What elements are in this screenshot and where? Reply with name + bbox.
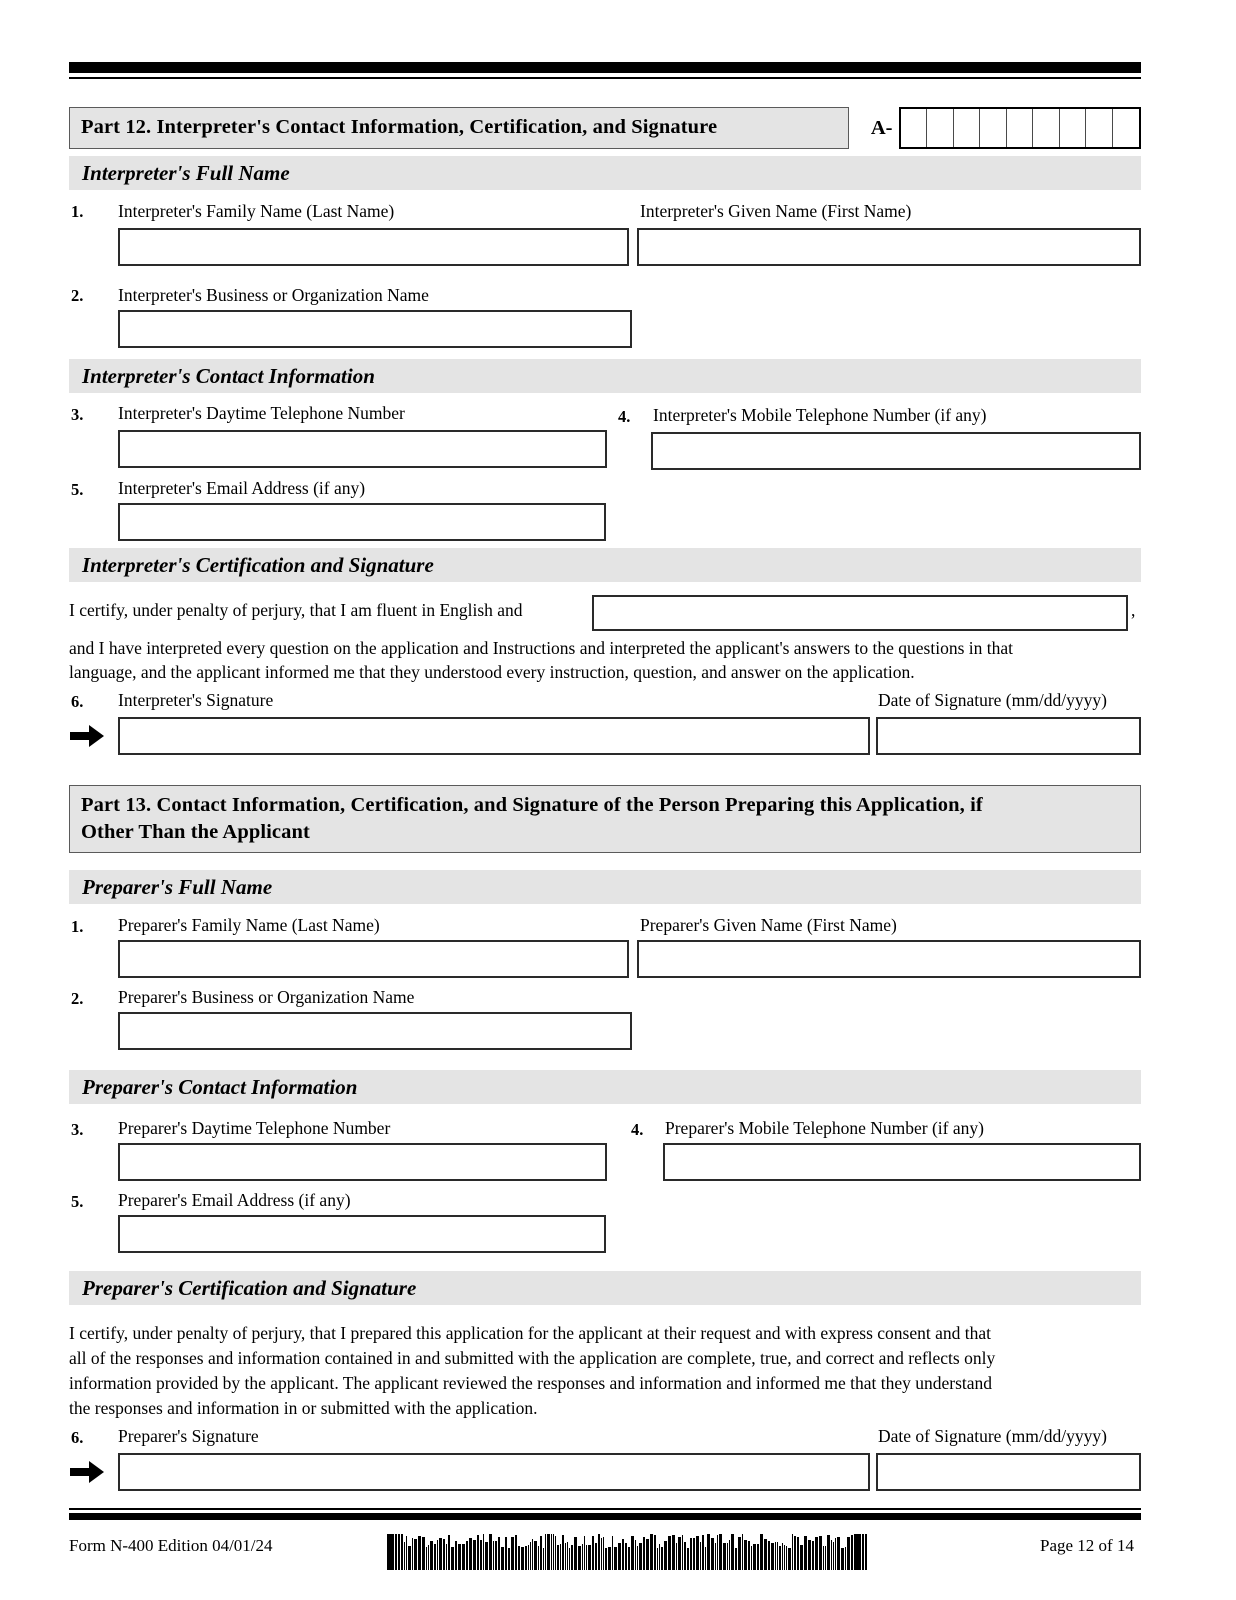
barcode-bar [571,1545,573,1570]
barcode-bar [426,1547,427,1570]
input-preparer-email[interactable] [118,1215,606,1253]
barcode-bar [664,1541,667,1570]
barcode-bar [757,1544,759,1570]
barcode-bar [439,1538,442,1570]
section-title-preparer-contact: Preparer's Contact Information [82,1075,358,1099]
top-rule-group [69,62,1141,79]
barcode-bar [588,1545,591,1570]
a-number-input-grid[interactable] [899,107,1142,149]
part-13-title-line2: Other Than the Applicant [81,821,310,844]
barcode-bar [582,1544,583,1570]
barcode-bar [654,1535,656,1570]
barcode-bar [628,1547,630,1570]
barcode-bar [418,1536,421,1570]
barcode-bar [823,1546,824,1570]
barcode-bar [797,1537,799,1570]
barcode-bar [398,1534,400,1570]
barcode-bar [723,1543,726,1570]
top-rule-thin [69,77,1141,79]
barcode-bar [837,1537,840,1570]
barcode-bar [473,1540,476,1570]
barcode-bar [525,1546,527,1570]
barcode-bar [608,1547,611,1570]
label-preparer-given-name: Preparer's Given Name (First Name) [640,915,897,935]
barcode-bar [771,1543,774,1570]
label-preparer-email: Preparer's Email Address (if any) [118,1190,351,1210]
barcode-bar [569,1548,570,1570]
barcode-bar [690,1538,692,1570]
barcode-bar [547,1534,550,1570]
barcode-bar [643,1537,645,1570]
barcode-bar [534,1541,537,1570]
interpreter-certification-lead: I certify, under penalty of perjury, that I am fluent in English and [69,600,523,620]
input-preparer-signature-date[interactable] [876,1453,1141,1491]
barcode-bar [731,1534,734,1570]
barcode-bar [562,1535,564,1570]
field-number-12-5: 5. [71,480,84,499]
barcode-bar [760,1534,763,1570]
barcode-bar [862,1534,864,1570]
barcode-bar [735,1548,737,1570]
footer-page-number: Page 12 of 14 [1040,1536,1134,1555]
input-preparer-mobile-phone[interactable] [663,1143,1141,1181]
barcode-bar [657,1548,658,1570]
barcode-bar [448,1535,450,1570]
barcode-bar [835,1538,836,1570]
field-number-12-2: 2. [71,286,84,305]
label-interpreter-email: Interpreter's Email Address (if any) [118,478,366,498]
label-preparer-signature: Preparer's Signature [118,1426,259,1446]
barcode-bar [865,1534,867,1570]
barcode-bar [639,1543,642,1570]
barcode-bar [428,1545,429,1570]
field-number-12-3: 3. [71,405,84,424]
barcode-bar [687,1548,689,1570]
label-preparer-family-name: Preparer's Family Name (Last Name) [118,915,380,935]
barcode-bar [753,1544,756,1570]
preparer-certification-line4: the responses and information in or submitted with the application. [69,1398,538,1418]
a-number-cell[interactable] [1060,109,1087,147]
barcode-bar [451,1547,454,1570]
bottom-rule-group [69,1508,1141,1520]
barcode-bar [462,1544,465,1570]
barcode-bar [530,1542,531,1570]
barcode-bar [485,1542,488,1570]
barcode-bar [540,1536,542,1570]
barcode-bar [469,1538,472,1570]
barcode-bar [505,1537,507,1570]
section-title-preparer-full-name: Preparer's Full Name [82,875,273,899]
barcode-bar [831,1540,832,1570]
input-interpreter-family-name[interactable] [118,228,629,266]
barcode-bar [557,1545,559,1570]
label-preparer-daytime-phone: Preparer's Daytime Telephone Number [118,1118,391,1138]
input-interpreter-daytime-phone[interactable] [118,430,607,468]
barcode-bar [794,1536,796,1570]
barcode-bar [719,1534,722,1570]
barcode-bar [446,1544,447,1570]
barcode-bar [532,1539,533,1570]
barcode-bar [603,1537,604,1570]
barcode-bar [782,1543,783,1570]
barcode-bar [637,1546,638,1570]
barcode-bar [845,1547,846,1570]
label-interpreter-signature-date: Date of Signature (mm/dd/yyyy) [878,690,1107,710]
barcode-bar [854,1534,861,1570]
barcode-bar [518,1546,520,1570]
barcode-bar [493,1541,494,1570]
barcode-bar [538,1546,539,1570]
a-number-cell[interactable] [901,109,928,147]
barcode-bar [430,1541,433,1570]
a-number-cell[interactable] [927,109,954,147]
a-number-cell[interactable] [1113,109,1140,147]
section-title-preparer-certification: Preparer's Certification and Signature [82,1276,417,1300]
input-preparer-family-name[interactable] [118,940,629,978]
input-preparer-business-name[interactable] [118,1012,632,1050]
input-interpreter-email[interactable] [118,503,606,541]
field-number-12-1: 1. [71,202,84,221]
field-number-13-2: 2. [71,989,84,1008]
barcode-bar [786,1546,787,1570]
barcode-bar [684,1542,686,1570]
barcode-bar [668,1536,671,1570]
barcode-bar [574,1537,577,1570]
bottom-rule-thick [69,1513,1141,1520]
barcode-bar [458,1544,461,1570]
barcode-bar [578,1546,581,1570]
a-number-cell[interactable] [954,109,981,147]
interpreter-certification-comma: , [1131,600,1136,620]
barcode-bar [483,1534,484,1570]
part-12-title: Part 12. Interpreter's Contact Information, Certification, and Signature [69,107,849,149]
preparer-certification-line1: I certify, under penalty of perjury, that I prepared this application for the applicant at their request and with express consent and that [69,1323,991,1343]
section-band-interpreter-certification [69,548,1141,582]
barcode-bar [618,1543,621,1570]
barcode-bar [847,1537,850,1570]
barcode-bar [387,1534,394,1570]
barcode-bar [702,1535,704,1570]
barcode-bar [742,1534,743,1570]
barcode-bar [748,1541,750,1570]
barcode-bar [480,1540,482,1570]
section-band-interpreter-full-name [69,156,1141,190]
barcode-bar [551,1534,552,1570]
barcode-bar [455,1541,457,1570]
barcode-bar [560,1544,561,1570]
label-interpreter-family-name: Interpreter's Family Name (Last Name) [118,201,395,221]
barcode-bar [676,1543,677,1570]
barcode-bar [622,1539,624,1570]
a-number-cell[interactable] [980,109,1007,147]
input-interpreter-signature-date[interactable] [876,717,1141,755]
barcode-bar [775,1542,776,1570]
field-number-13-1: 1. [71,917,84,936]
top-rule-thick [69,62,1141,73]
input-preparer-signature[interactable] [118,1453,870,1491]
barcode-bar [717,1535,718,1570]
barcode-bar [555,1536,556,1570]
label-preparer-signature-date: Date of Signature (mm/dd/yyyy) [878,1426,1107,1446]
barcode-bar [650,1534,653,1570]
barcode-bar [800,1545,803,1570]
barcode-bar [751,1546,752,1570]
part-12-header-row [69,107,1141,149]
signature-arrow-icon [70,1459,104,1485]
barcode-bar [592,1536,594,1570]
barcode-bar [404,1542,405,1570]
barcode-bar [678,1537,681,1570]
barcode-bar [635,1540,636,1570]
barcode-bar [808,1540,811,1570]
barcode-bar [784,1545,785,1570]
section-band-preparer-certification [69,1271,1141,1305]
barcode-bar [696,1536,699,1570]
field-number-13-3: 3. [71,1120,84,1139]
barcode-bar [466,1541,468,1570]
input-preparer-given-name[interactable] [637,940,1141,978]
barcode-bar [631,1536,634,1570]
barcode-bar [833,1542,834,1570]
barcode-bar [515,1535,517,1570]
barcode-bar [744,1540,747,1570]
barcode-bar [553,1534,554,1570]
preparer-certification-line2: all of the responses and information contained in and submitted with the application are complete, true, and correct and reflects only [69,1348,996,1368]
field-number-13-4: 4. [631,1120,644,1139]
barcode-bar [586,1545,587,1570]
barcode-bar [661,1547,663,1570]
barcode-bar [738,1537,741,1570]
barcode-bar [841,1548,844,1570]
a-number-group [871,107,1141,149]
barcode-bar [792,1534,793,1570]
barcode-bar [825,1546,826,1570]
label-interpreter-business-name: Interpreter's Business or Organization Name [118,285,429,305]
pdf417-barcode [387,1534,868,1570]
barcode-bar [779,1546,781,1570]
signature-arrow-icon [70,723,104,749]
barcode-bar [819,1536,822,1570]
barcode-bar [659,1544,660,1570]
barcode-bar [414,1539,417,1570]
label-interpreter-mobile-phone: Interpreter's Mobile Telephone Number (if any) [653,405,987,425]
section-title-interpreter-certification: Interpreter's Certification and Signature [82,553,434,577]
barcode-bar [601,1538,602,1570]
part-13-header-row [69,785,1141,853]
barcode-bar [672,1535,675,1570]
barcode-bar [700,1542,701,1570]
label-preparer-business-name: Preparer's Business or Organization Name [118,987,415,1007]
input-interpreter-business-name[interactable] [118,310,632,348]
barcode-bar [437,1540,438,1570]
input-interpreter-language[interactable] [592,595,1128,631]
label-interpreter-given-name: Interpreter's Given Name (First Name) [640,201,912,221]
a-number-prefix-label: A- [870,116,893,139]
barcode-bar [489,1534,492,1570]
section-title-interpreter-full-name: Interpreter's Full Name [82,161,290,185]
barcode-bar [567,1542,568,1570]
a-number-cell[interactable] [1086,109,1113,147]
label-interpreter-daytime-phone: Interpreter's Daytime Telephone Number [118,403,405,423]
barcode-bar [412,1538,413,1570]
barcode-bar [605,1548,607,1570]
barcode-bar [693,1538,695,1570]
barcode-bar [511,1537,514,1570]
part-13-title [69,785,1141,853]
barcode-bar [508,1548,510,1570]
barcode-bar [612,1536,613,1570]
a-number-cell[interactable] [1007,109,1034,147]
barcode-bar [682,1535,683,1570]
barcode-bar [625,1543,627,1570]
barcode-bar [595,1543,597,1570]
barcode-bar [705,1547,706,1570]
barcode-bar [434,1544,436,1570]
barcode-bar [498,1537,500,1570]
barcode-bar [543,1548,544,1570]
barcode-bar [443,1539,445,1570]
barcode-bar [777,1542,778,1570]
section-band-interpreter-contact [69,359,1141,393]
barcode-bar [401,1534,403,1570]
barcode-bar [395,1534,397,1570]
section-title-interpreter-contact: Interpreter's Contact Information [82,364,375,388]
barcode-bar [528,1545,529,1570]
barcode-bar [545,1534,546,1570]
barcode-bar [614,1547,617,1570]
a-number-cell[interactable] [1033,109,1060,147]
barcode-bar [715,1543,716,1570]
part-13-title-line1: Part 13. Contact Information, Certification, and Signature of the Person Preparing this Application, if [81,794,983,816]
barcode-bar [815,1537,818,1570]
interpreter-certification-line2: and I have interpreted every question on the application and Instructions and interpreted the applicant's answers to the questions in that [69,638,1013,658]
field-number-13-5: 5. [71,1192,84,1211]
barcode-bar [729,1540,730,1570]
barcode-bar [711,1538,714,1570]
barcode-bar [584,1536,585,1570]
barcode-bar [406,1536,407,1570]
label-interpreter-signature: Interpreter's Signature [118,690,274,710]
barcode-bar [408,1546,411,1570]
barcode-bar [707,1534,710,1570]
barcode-bar [477,1535,479,1570]
input-interpreter-mobile-phone[interactable] [651,432,1141,470]
input-interpreter-given-name[interactable] [637,228,1141,266]
section-band-preparer-contact [69,1070,1141,1104]
barcode-bar [851,1535,853,1570]
preparer-certification-line3: information provided by the applicant. The applicant reviewed the responses and information and informed me that they understand [69,1373,993,1393]
barcode-bar [501,1547,504,1570]
interpreter-certification-line3: language, and the applicant informed me that they understood every instruction, question, and answer on the application. [69,662,915,682]
field-number-12-6: 6. [71,692,84,711]
barcode-bar [827,1535,830,1570]
barcode-bar [565,1543,566,1570]
section-band-preparer-full-name [69,870,1141,904]
input-interpreter-signature[interactable] [118,717,870,755]
field-number-13-6: 6. [71,1428,84,1447]
barcode-bar [812,1541,814,1570]
footer-form-edition: Form N-400 Edition 04/01/24 [69,1536,273,1555]
barcode-bar [727,1543,728,1570]
barcode-bar [646,1539,649,1570]
barcode-bar [804,1536,807,1570]
barcode-bar [768,1541,770,1570]
label-preparer-mobile-phone: Preparer's Mobile Telephone Number (if any) [665,1118,984,1138]
barcode-bar [598,1534,600,1570]
barcode-bar [788,1548,791,1570]
input-preparer-daytime-phone[interactable] [118,1143,607,1181]
barcode-bar [521,1547,524,1570]
field-number-12-4: 4. [618,407,631,426]
barcode-bar [764,1539,767,1570]
barcode-bar [422,1537,425,1570]
barcode-bar [495,1541,497,1570]
